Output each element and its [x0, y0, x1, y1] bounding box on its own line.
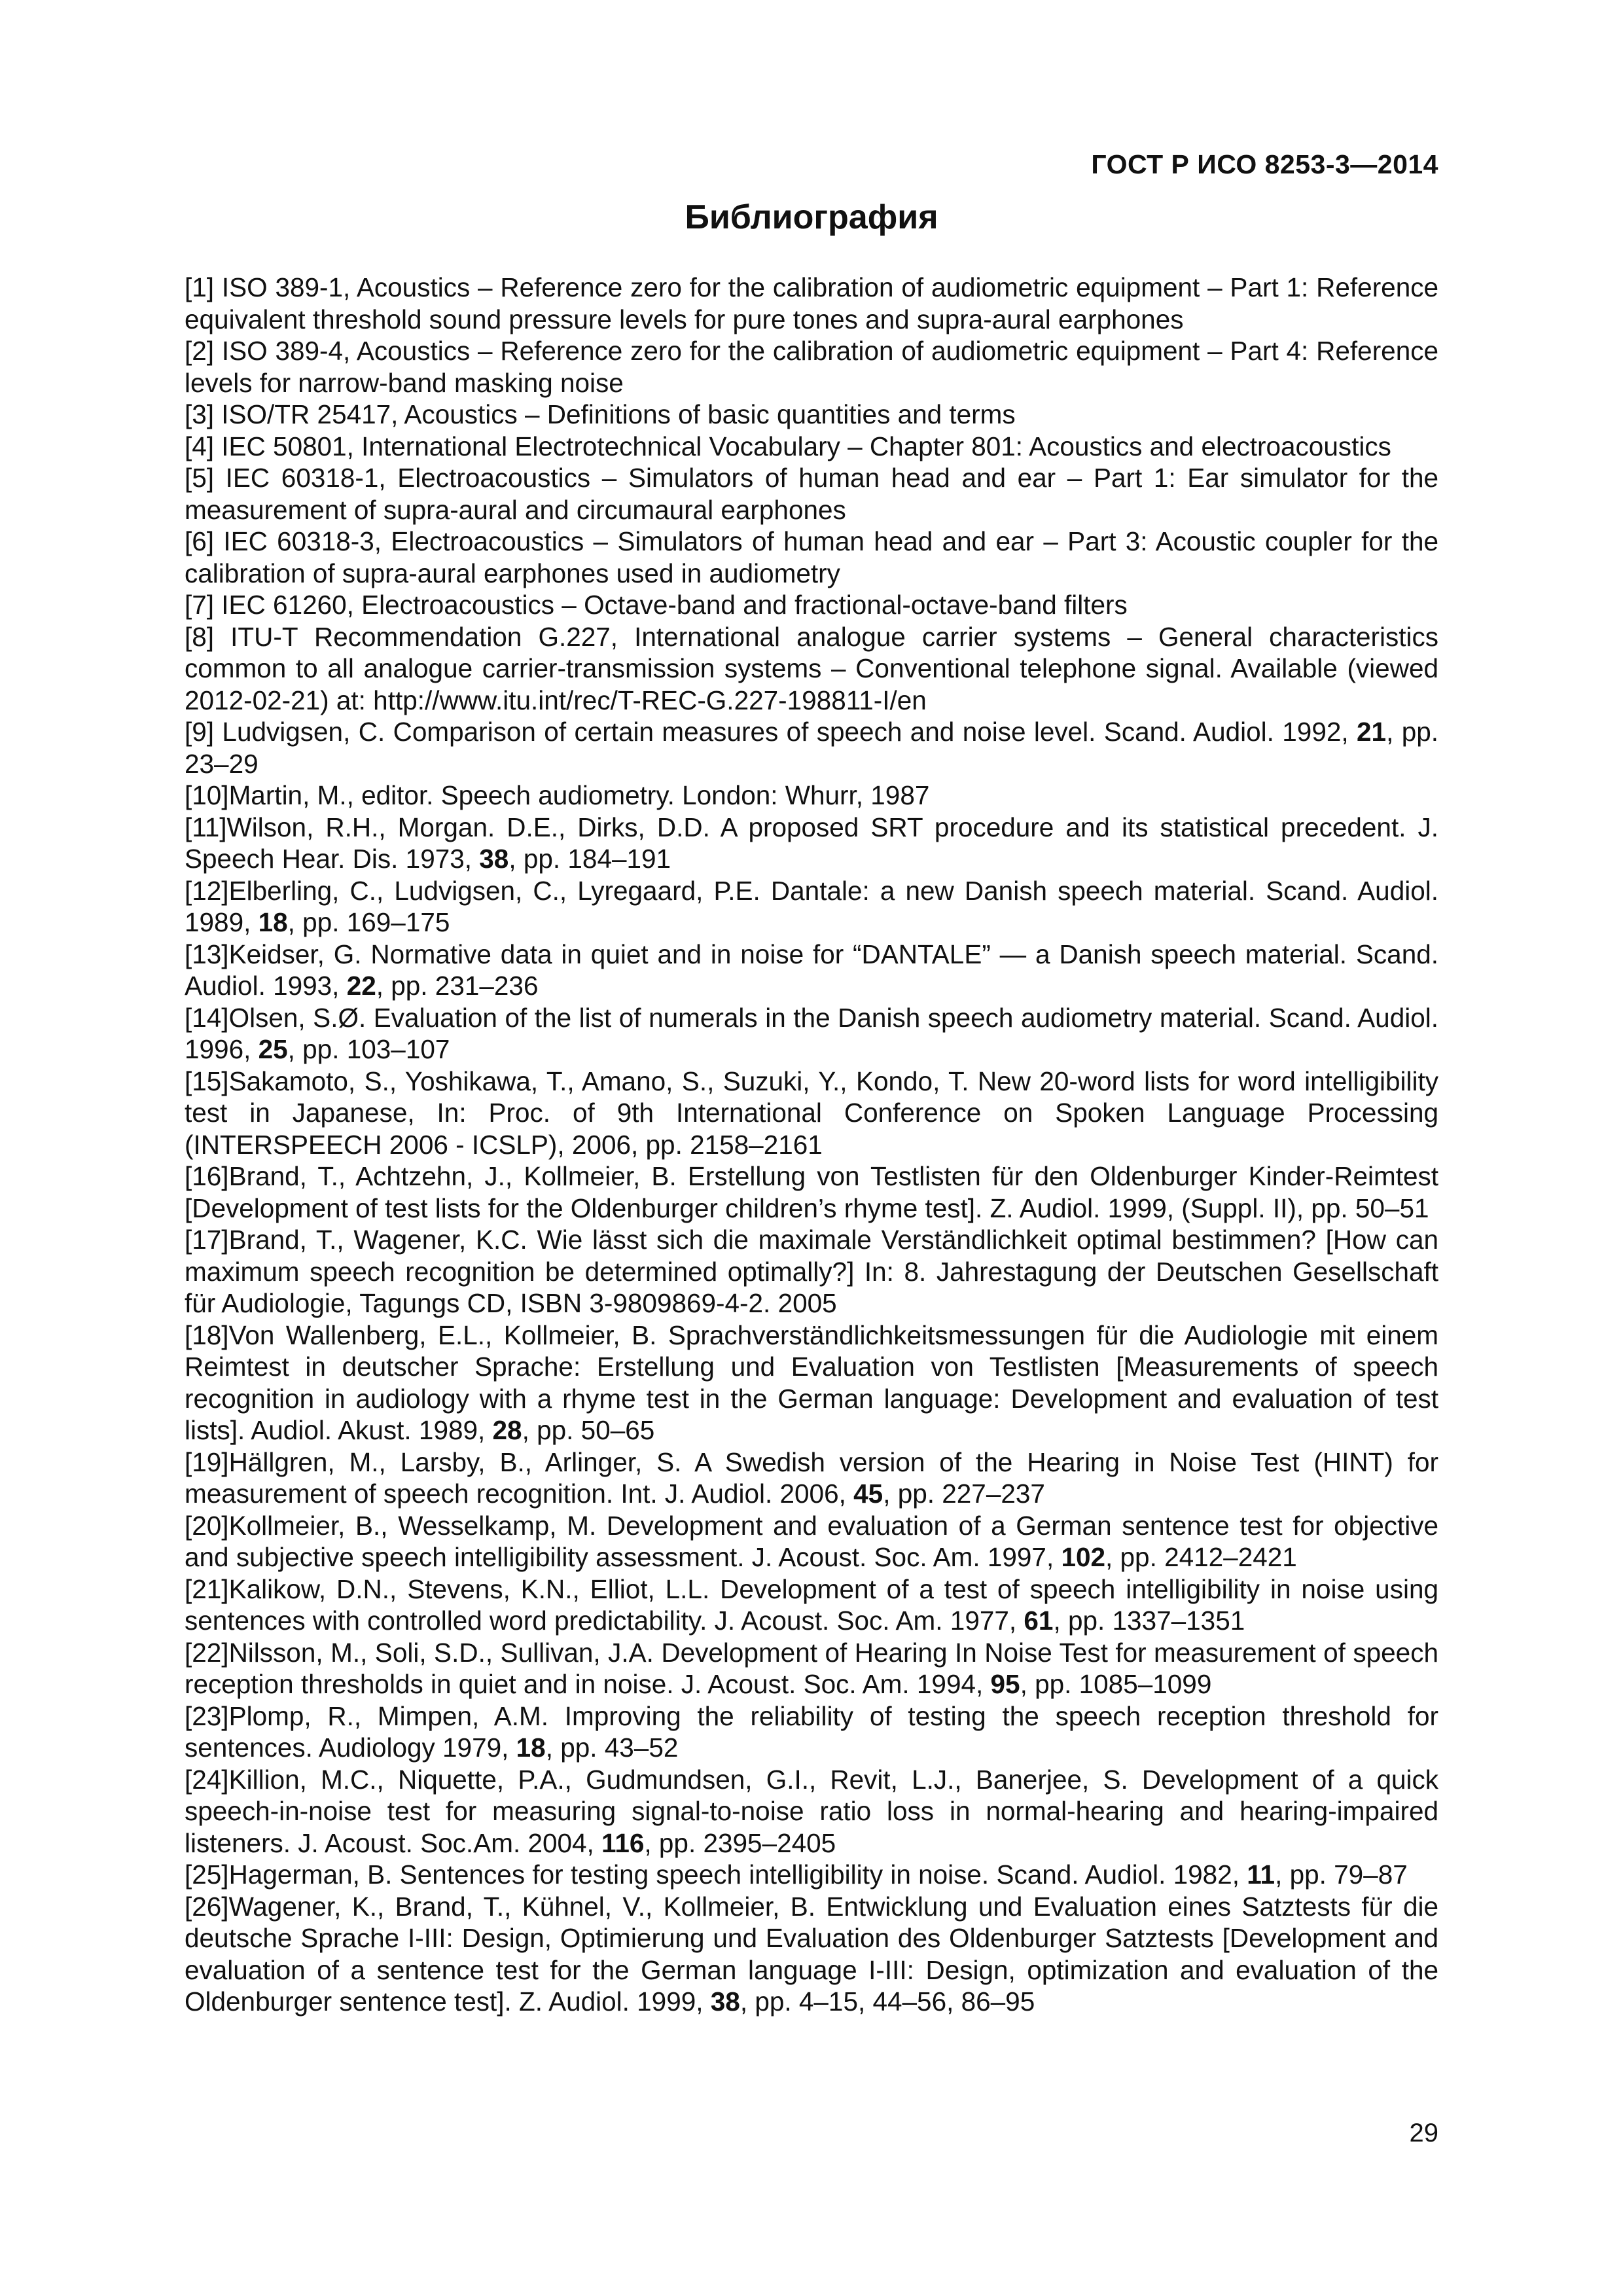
reference-text: , pp. 184–191 [508, 844, 671, 874]
reference-text: , pp. 231–236 [376, 971, 539, 1001]
reference-number: [18] [185, 1319, 229, 1350]
reference-number: [22] [185, 1637, 229, 1668]
reference-number: [3] [185, 399, 222, 429]
reference-number: [25] [185, 1859, 229, 1890]
reference-text: Brand, T., Wagener, K.C. Wie lässt sich die maximale Verständlichkeit optimal bestimmen? [How can maximum speech recognition be determined optimally?] In: 8. Jahrestagung der Deutschen Gesellschaft für Audiologie, Tagungs CD, ISBN 3-9809869-4-2. 2005 [185, 1225, 1438, 1318]
reference-item [185, 1160, 1438, 1224]
reference-item [185, 716, 1438, 780]
reference-number: [5] [185, 463, 226, 493]
reference-volume: 22 [346, 971, 376, 1001]
reference-item [185, 1891, 1438, 2018]
reference-number: [2] [185, 336, 222, 366]
reference-item [185, 939, 1438, 1002]
reference-text: Martin, M., editor. Speech audiometry. London: Whurr, 1987 [228, 780, 930, 810]
reference-item [185, 812, 1438, 875]
reference-number: [8] [185, 621, 231, 652]
reference-text: , pp. 1337–1351 [1053, 1605, 1245, 1636]
reference-item [185, 1637, 1438, 1700]
reference-text: Wilson, R.H., Morgan. D.E., Dirks, D.D. A proposed SRT procedure and its statistical precedent. J. Speech Hear. Dis. 1973, [185, 812, 1438, 874]
reference-number: [15] [185, 1066, 229, 1096]
reference-item [185, 462, 1438, 526]
reference-number: [24] [185, 1764, 229, 1795]
reference-number: [17] [185, 1225, 229, 1255]
reference-volume: 45 [853, 1479, 883, 1509]
reference-item [185, 1002, 1438, 1066]
reference-text: , pp. 227–237 [883, 1479, 1045, 1509]
reference-number: [1] [185, 272, 222, 302]
reference-volume: 38 [710, 1986, 740, 2017]
reference-number: [21] [185, 1573, 229, 1604]
reference-text: ITU-T Recommendation G.227, International analogue carrier systems – General characteristics common to all analogue carrier-transmission systems – Conventional telephone signal. Available (viewed 2012-02-21) at: http://www.itu.int/rec/T-REC-G.227-198811-I/en [185, 621, 1438, 715]
reference-text: Wagener, K., Brand, T., Kühnel, V., Kollmeier, B. Entwicklung und Evaluation eines Satztests für die deutsche Sprache I-III: Design, Optimierung und Evaluation des Oldenburger Satztests [Development and evaluation of a sentence test for the German language I-III: Design, optimization and evaluation of the Oldenburger sentence test]. Z. Audiol. 1999, [185, 1891, 1438, 2017]
reference-item [185, 1066, 1438, 1161]
reference-item [185, 1510, 1438, 1573]
reference-item [185, 1700, 1438, 1764]
reference-text: IEC 50801, International Electrotechnical Vocabulary – Chapter 801: Acoustics and electroacoustics [221, 431, 1391, 461]
reference-item [185, 526, 1438, 589]
reference-item [185, 399, 1438, 431]
standard-code-header: ГОСТ Р ИСО 8253-3—2014 [1091, 149, 1438, 179]
reference-volume: 61 [1024, 1605, 1054, 1636]
reference-text: , pp. 79–87 [1275, 1859, 1408, 1890]
reference-item [185, 780, 1438, 812]
reference-text: Kalikow, D.N., Stevens, K.N., Elliot, L.L. Development of a test of speech intelligibility in noise using sentences with controlled word predictability. J. Acoust. Soc. Am. 1977, [185, 1573, 1438, 1636]
reference-volume: 18 [258, 907, 288, 937]
reference-text: Kollmeier, B., Wesselkamp, M. Development and evaluation of a German sentence test for objective and subjective speech intelligibility assessment. J. Acoust. Soc. Am. 1997, [185, 1510, 1438, 1572]
reference-volume: 102 [1061, 1542, 1106, 1572]
reference-text: ISO/TR 25417, Acoustics – Definitions of basic quantities and terms [221, 399, 1016, 429]
reference-number: [19] [185, 1446, 229, 1477]
reference-volume: 18 [516, 1732, 546, 1763]
reference-text: , pp. 4–15, 44–56, 86–95 [740, 1986, 1035, 2017]
reference-text: , pp. 23–29 [185, 717, 1438, 779]
reference-text: Von Wallenberg, E.L., Kollmeier, B. Sprachverständlichkeitsmessungen für die Audiologie mit einem Reimtest in deutscher Sprache: Erstellung und Evaluation von Testlisten [Measurements of speech recognition in audiology with a rhyme test in the German language: Development and evaluation of test lists]. Audiol. Akust. 1989, [185, 1319, 1438, 1445]
reference-text: Elberling, C., Ludvigsen, C., Lyregaard, P.E. Dantale: a new Danish speech material. Scand. Audiol. 1989, [185, 875, 1438, 937]
reference-item [185, 875, 1438, 939]
reference-text: IEC 60318-1, Electroacoustics – Simulators of human head and ear – Part 1: Ear simulator for the measurement of supra-aural and circumaural earphones [185, 463, 1438, 525]
reference-number: [20] [185, 1510, 229, 1541]
reference-number: [11] [185, 812, 227, 842]
reference-text: Olsen, S.Ø. Evaluation of the list of numerals in the Danish speech audiometry material. Scand. Audiol. 1996, [185, 1002, 1438, 1064]
reference-volume: 38 [479, 844, 509, 874]
reference-text: Keidser, G. Normative data in quiet and in noise for “DANTALE” — a Danish speech material. Scand. Audiol. 1993, [185, 939, 1438, 1001]
page-title: Библиография [685, 198, 938, 236]
reference-number: [13] [185, 939, 229, 969]
bibliography-list [185, 272, 1438, 2018]
reference-text: Killion, M.C., Niquette, P.A., Gudmundsen, G.I., Revit, L.J., Banerjee, S. Development of a quick speech-in-noise test for measuring signal-to-noise ratio loss in normal-hearing and hearing-impaired listeners. J. Acoust. Soc.Am. 2004, [185, 1764, 1438, 1858]
reference-volume: 116 [601, 1827, 645, 1858]
reference-item [185, 335, 1438, 399]
reference-text: ISO 389-4, Acoustics – Reference zero for the calibration of audiometric equipment – Part 4: Reference levels for narrow-band masking noise [185, 336, 1438, 398]
reference-text: , pp. 103–107 [287, 1034, 450, 1064]
reference-number: [14] [185, 1002, 229, 1033]
reference-item [185, 1446, 1438, 1510]
reference-text: , pp. 2395–2405 [644, 1827, 836, 1858]
reference-item [185, 272, 1438, 335]
reference-item [185, 1224, 1438, 1319]
reference-text: Plomp, R., Mimpen, A.M. Improving the reliability of testing the speech reception threshold for sentences. Audiology 1979, [185, 1700, 1438, 1763]
reference-volume: 11 [1247, 1859, 1275, 1890]
reference-volume: 28 [492, 1415, 522, 1445]
reference-item [185, 431, 1438, 463]
reference-item [185, 1573, 1438, 1637]
reference-number: [12] [185, 875, 229, 906]
reference-number: [9] [185, 717, 223, 747]
reference-text: ISO 389-1, Acoustics – Reference zero for the calibration of audiometric equipment – Part 1: Reference equivalent threshold sound pressure levels for pure tones and supra-aural earphones [185, 272, 1438, 334]
reference-text: Sakamoto, S., Yoshikawa, T., Amano, S., Suzuki, Y., Kondo, T. New 20-word lists for word intelligibility test in Japanese, In: Proc. of 9th International Conference on Spoken Language Processing (INTERSPEECH 2006 - ICSLP), 2006, pp. 2158–2161 [185, 1066, 1438, 1160]
reference-text: , pp. 50–65 [522, 1415, 655, 1445]
reference-text: Ludvigsen, C. Comparison of certain measures of speech and noise level. Scand. Audiol. 1992, [222, 717, 1357, 747]
reference-number: [26] [185, 1891, 229, 1922]
reference-text: Brand, T., Achtzehn, J., Kollmeier, B. Erstellung von Testlisten für den Oldenburger Kinder-Reimtest [Development of test lists for the Oldenburger children’s rhyme test]. Z. Audiol. 1999, (Suppl. II), pp. 50–51 [185, 1161, 1438, 1223]
reference-volume: 95 [990, 1669, 1020, 1699]
reference-text: , pp. 43–52 [545, 1732, 679, 1763]
reference-text: , pp. 2412–2421 [1105, 1542, 1297, 1572]
reference-volume: 25 [258, 1034, 288, 1064]
reference-text: IEC 61260, Electroacoustics – Octave-band and fractional-octave-band filters [221, 590, 1128, 620]
reference-number: [10] [185, 780, 229, 810]
reference-item [185, 1764, 1438, 1859]
reference-item [185, 621, 1438, 717]
reference-number: [7] [185, 590, 222, 620]
reference-number: [23] [185, 1700, 229, 1731]
reference-text: Hällgren, M., Larsby, B., Arlinger, S. A Swedish version of the Hearing in Noise Test (HINT) for measurement of speech recognition. Int. J. Audiol. 2006, [185, 1446, 1438, 1509]
reference-text: Nilsson, M., Soli, S.D., Sullivan, J.A. Development of Hearing In Noise Test for measurement of speech reception thresholds in quiet and in noise. J. Acoust. Soc. Am. 1994, [185, 1637, 1438, 1699]
reference-text: , pp. 1085–1099 [1020, 1669, 1212, 1699]
reference-item [185, 589, 1438, 621]
reference-text: Hagerman, B. Sentences for testing speech intelligibility in noise. Scand. Audiol. 1982, [228, 1859, 1247, 1890]
reference-number: [6] [185, 526, 224, 556]
reference-item [185, 1319, 1438, 1446]
reference-volume: 21 [1357, 717, 1387, 747]
page-number: 29 [1409, 2119, 1438, 2147]
reference-text: , pp. 169–175 [287, 907, 450, 937]
reference-number: [4] [185, 431, 222, 461]
reference-text: IEC 60318-3, Electroacoustics – Simulators of human head and ear – Part 3: Acoustic coupler for the calibration of supra-aural earphones used in audiometry [185, 526, 1439, 588]
reference-item [185, 1859, 1438, 1891]
reference-number: [16] [185, 1161, 229, 1191]
